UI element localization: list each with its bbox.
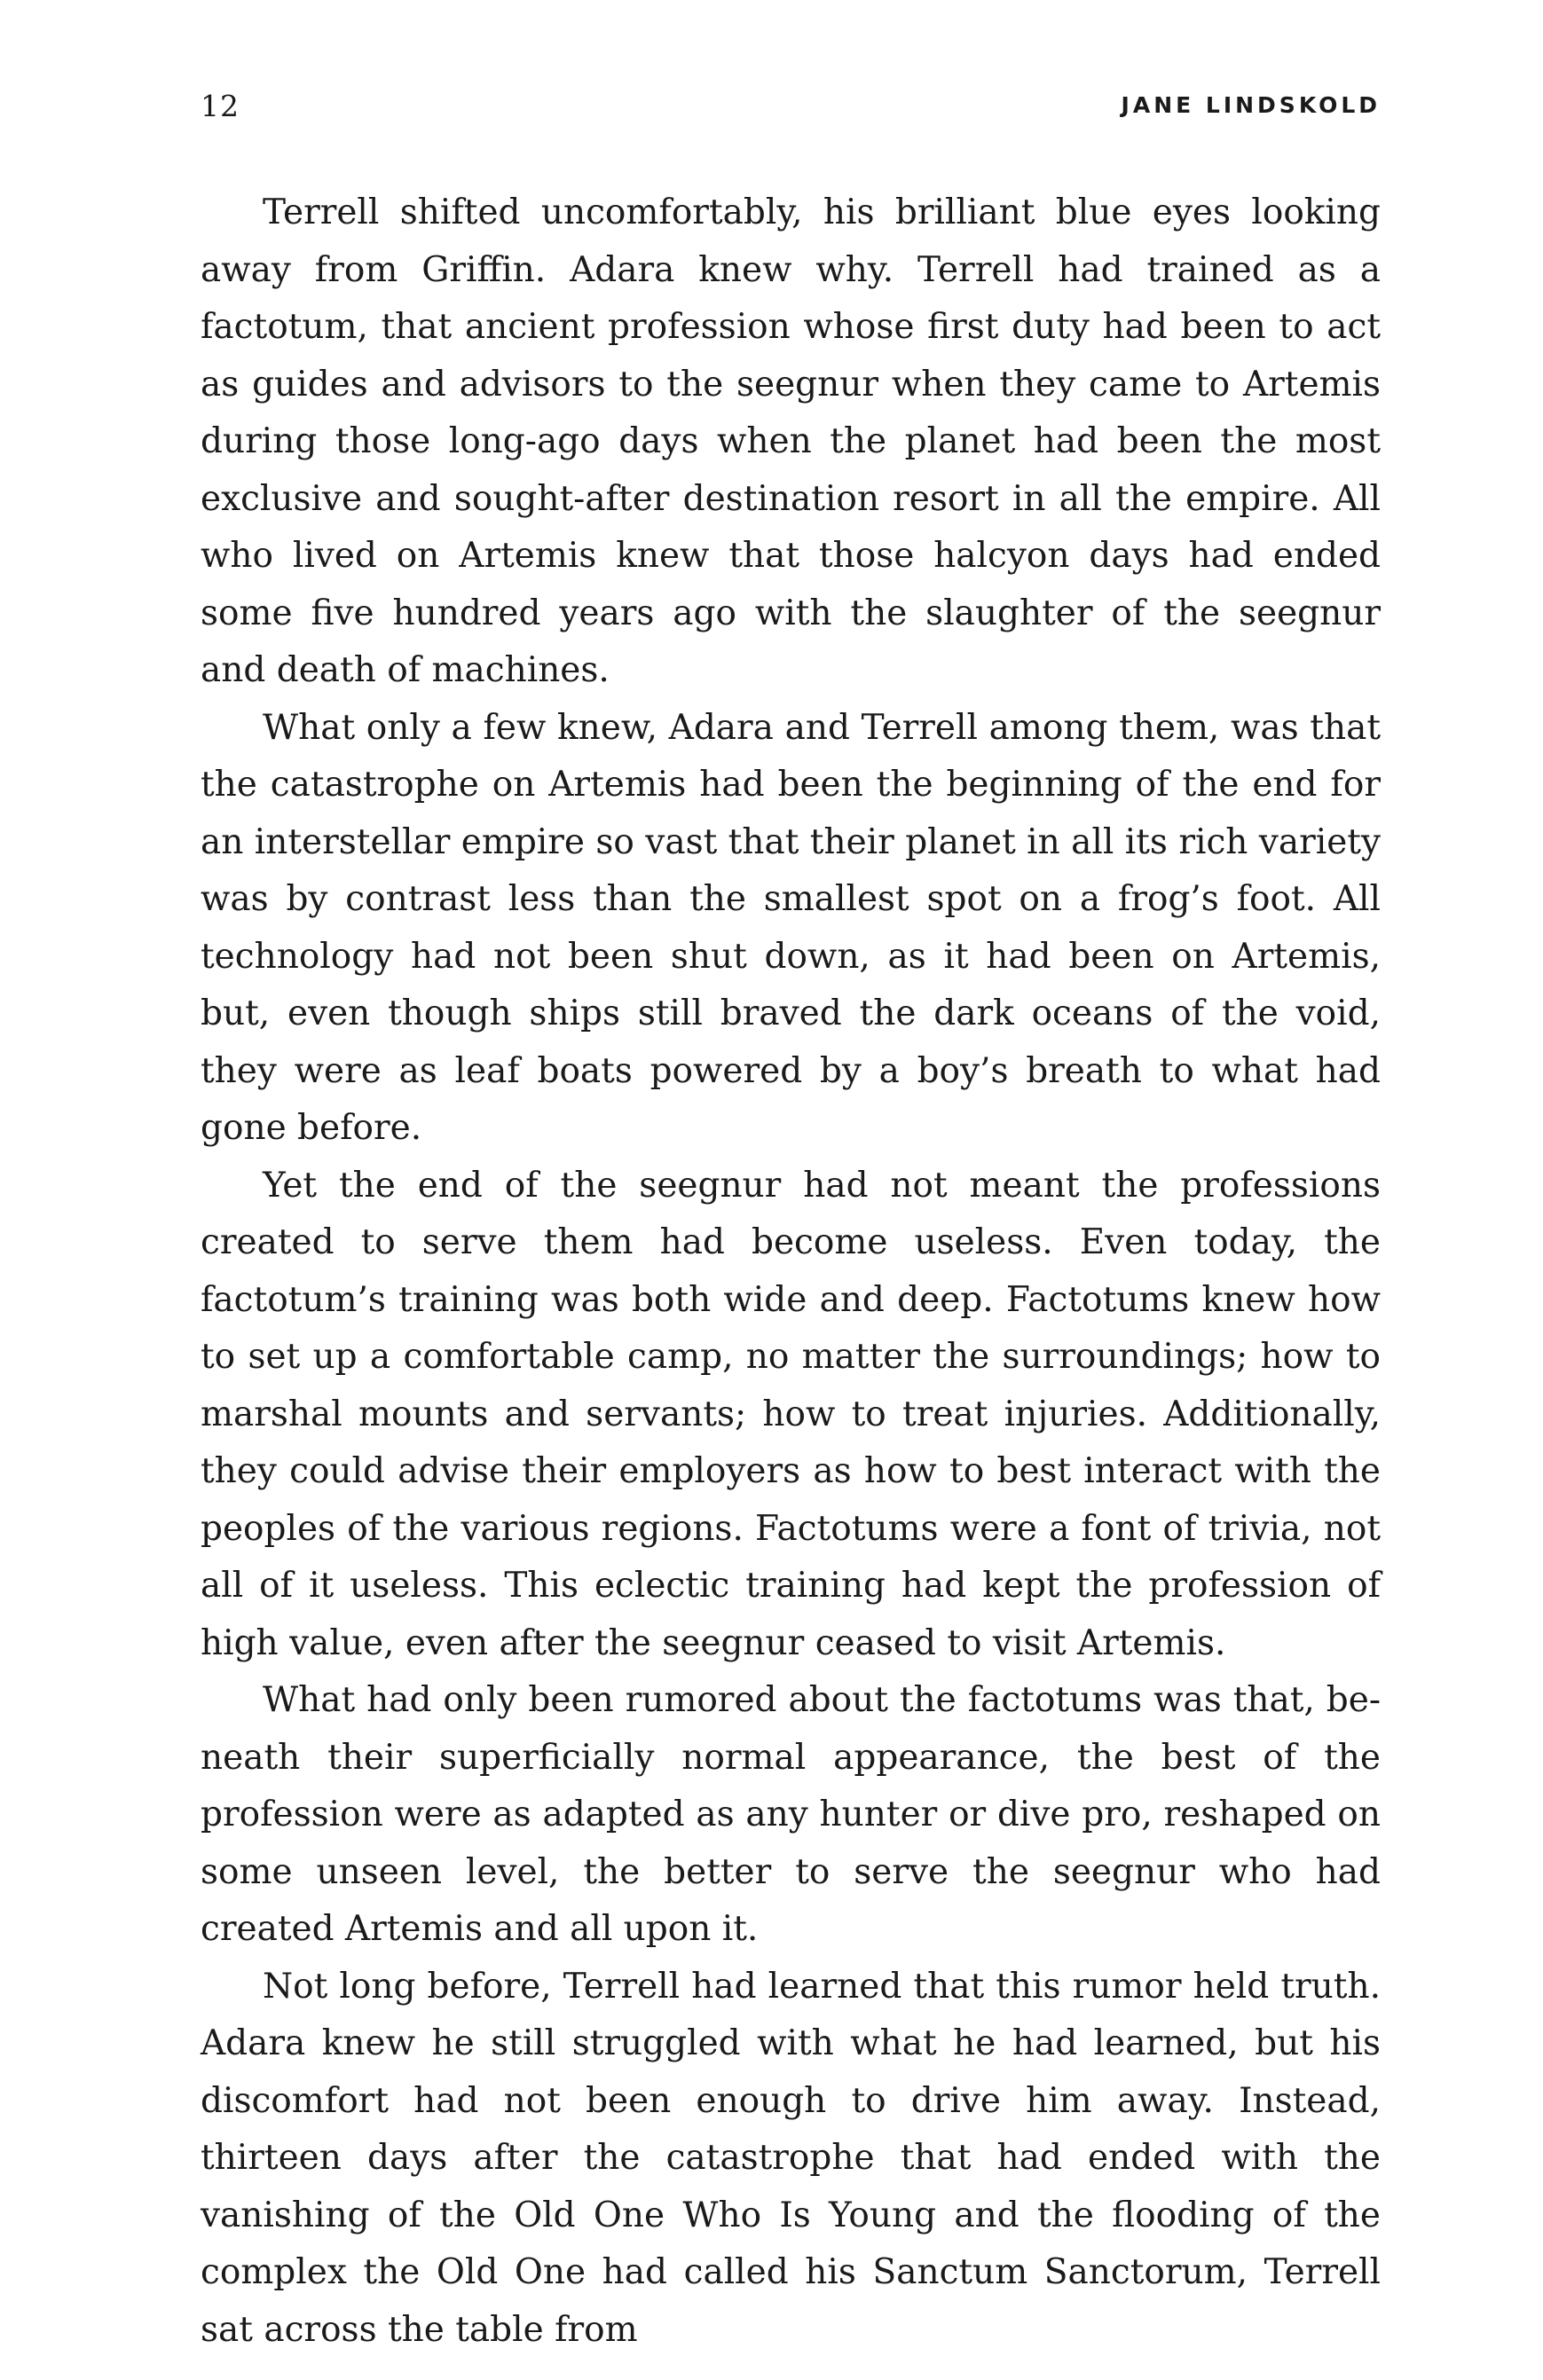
running-head (201, 89, 1381, 133)
page-number: 12 (201, 89, 240, 123)
paragraph: Yet the end of the seegnur had not meant the professions created to serve them had become useless. Even today, the factotum’s training was both wide and deep. Factotums knew how to set up a comfortable camp, no matter the surroundings; how to marshal mounts and servants; how to treat injuries. Additionally, they could advise their employers as how to best interact with the peoples of the various regions. Factotums were a font of trivia, not all of it useless. This eclectic training had kept the profession of high value, even after the seegnur ceased to visit Artemis. (201, 1165, 1381, 1663)
body-text (201, 185, 1381, 2359)
running-title-author: JANE LINDSKOLD (1121, 92, 1381, 118)
paragraph: Not long before, Terrell had learned that this rumor held truth. Adara knew he still struggled with what he had learned, but his discomfort had not been enough to drive him away. Instead, thirteen days after the catastrophe that had ended with the vanishing of the Old One Who Is Young and the flooding of the complex the Old One had called his Sanctum Sanctorum, Terrell sat across the table from (201, 1966, 1381, 2350)
paragraph: What had only been rumored about the factotums was that, beneath their superficially normal appearance, the best of the profession were as adapted as any hunter or dive pro, reshaped on some unseen level, the better to serve the seegnur who had created Artemis and all upon it. (201, 1680, 1381, 1949)
paragraph: Terrell shifted uncomfortably, his brilliant blue eyes looking away from Griffin. Adara knew why. Terrell had trained as a factotum, that ancient profession whose first duty had been to act as guides and advisors to the seegnur when they came to Artemis during those long-ago days when the planet had been the most exclusive and sought-after destination resort in all the empire. All who lived on Artemis knew that those halcyon days had ended some five hundred years ago with the slaughter of the seegnur and death of machines. (201, 192, 1381, 690)
paragraph: What only a few knew, Adara and Terrell among them, was that the catastrophe on Artemis had been the beginning of the end for an interstellar empire so vast that their planet in all its rich variety was by contrast less than the smallest spot on a frog’s foot. All technology had not been shut down, as it had been on Artemis, but, even though ships still braved the dark oceans of the void, they were as leaf boats powered by a boy’s breath to what had gone before. (201, 707, 1381, 1148)
